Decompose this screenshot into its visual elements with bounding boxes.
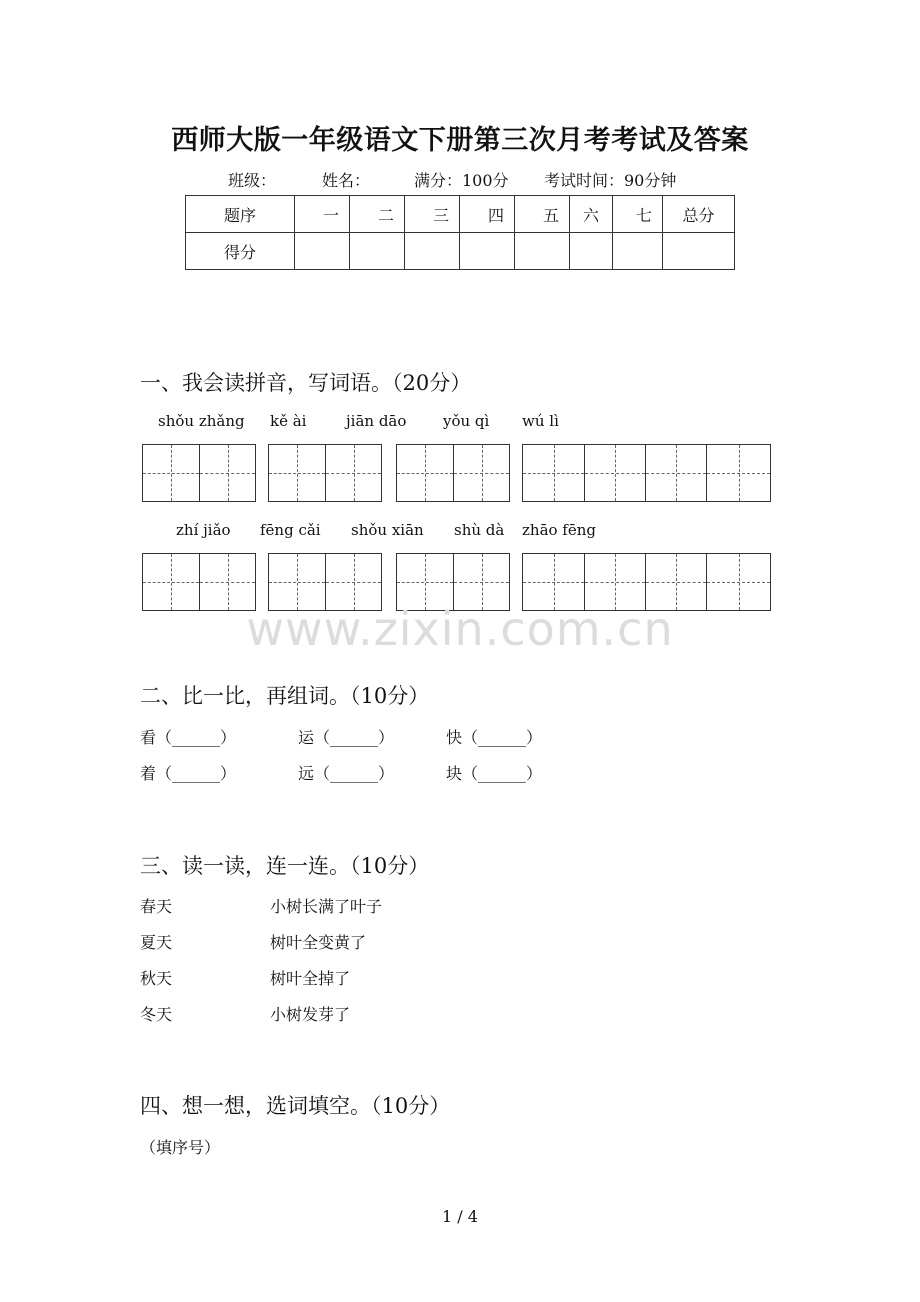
season-item: 秋天 (140, 969, 173, 988)
score-input-cell[interactable] (460, 233, 515, 270)
compare-item: 快（______） (446, 728, 543, 747)
score-table-header-row (186, 196, 735, 233)
pinyin-label: jiān dāo (346, 412, 407, 430)
exam-time: 考试时间：90分钟 (544, 171, 677, 190)
watermark: www.zixin.com.cn (246, 602, 674, 656)
pinyin-label: wú lì (522, 412, 559, 430)
season-item: 春天 (140, 897, 173, 916)
score-table-cell: 二 (350, 196, 405, 233)
score-table-cell: 五 (515, 196, 570, 233)
score-table-score-row (186, 233, 735, 270)
season-item: 冬天 (140, 1005, 173, 1024)
pinyin-label: shǒu zhǎng (158, 412, 245, 430)
description-item: 树叶全掉了 (270, 969, 351, 988)
score-table-cell: 得分 (186, 233, 295, 270)
compare-item: 看（______） (140, 728, 237, 747)
pinyin-label: shù dà (454, 521, 505, 539)
score-table-cell: 四 (460, 196, 515, 233)
page-number: 1 / 4 (442, 1207, 478, 1226)
description-item: 小树发芽了 (270, 1005, 351, 1024)
description-item: 树叶全变黄了 (270, 933, 367, 952)
score-input-cell[interactable] (515, 233, 570, 270)
score-input-cell[interactable] (350, 233, 405, 270)
description-item: 小树长满了叶子 (270, 897, 383, 916)
section-4-note: （填序号） (140, 1138, 221, 1157)
score-table-cell: 一 (295, 196, 350, 233)
pinyin-label: zhí jiǎo (176, 521, 231, 539)
score-table-cell: 三 (405, 196, 460, 233)
section-3-heading: 三、读一读，连一连。（10分） (140, 854, 430, 878)
name-label: 姓名： (322, 171, 371, 190)
compare-item: 运（______） (298, 728, 395, 747)
section-2-heading: 二、比一比，再组词。（10分） (140, 684, 430, 708)
page-title: 西师大版一年级语文下册第三次月考考试及答案 (171, 125, 749, 156)
pinyin-label: fēng cǎi (260, 521, 321, 539)
score-input-cell[interactable] (613, 233, 663, 270)
compare-item: 块（______） (446, 764, 543, 783)
season-item: 夏天 (140, 933, 173, 952)
compare-item: 着（______） (140, 764, 237, 783)
writing-grid[interactable] (142, 444, 256, 502)
score-input-cell[interactable] (663, 233, 735, 270)
pinyin-label: yǒu qì (443, 412, 490, 430)
writing-grid[interactable] (268, 444, 382, 502)
pinyin-label: shǒu xiān (351, 521, 424, 539)
compare-item: 远（______） (298, 764, 395, 783)
class-label: 班级： (228, 171, 277, 190)
score-input-cell[interactable] (570, 233, 613, 270)
pinyin-label: kě ài (270, 412, 307, 430)
score-input-cell[interactable] (405, 233, 460, 270)
score-table (185, 195, 735, 270)
score-table-cell: 六 (570, 196, 613, 233)
pinyin-label: zhāo fēng (522, 521, 596, 539)
full-score: 满分：100分 (414, 171, 509, 190)
score-table-cell: 题序 (186, 196, 295, 233)
section-1-heading: 一、我会读拼音，写词语。（20分） (140, 371, 472, 395)
score-table-cell: 七 (613, 196, 663, 233)
score-input-cell[interactable] (295, 233, 350, 270)
writing-grid[interactable] (522, 444, 771, 502)
score-table-cell: 总分 (663, 196, 735, 233)
writing-grid[interactable] (396, 444, 510, 502)
section-4-heading: 四、想一想，选词填空。（10分） (140, 1094, 451, 1118)
